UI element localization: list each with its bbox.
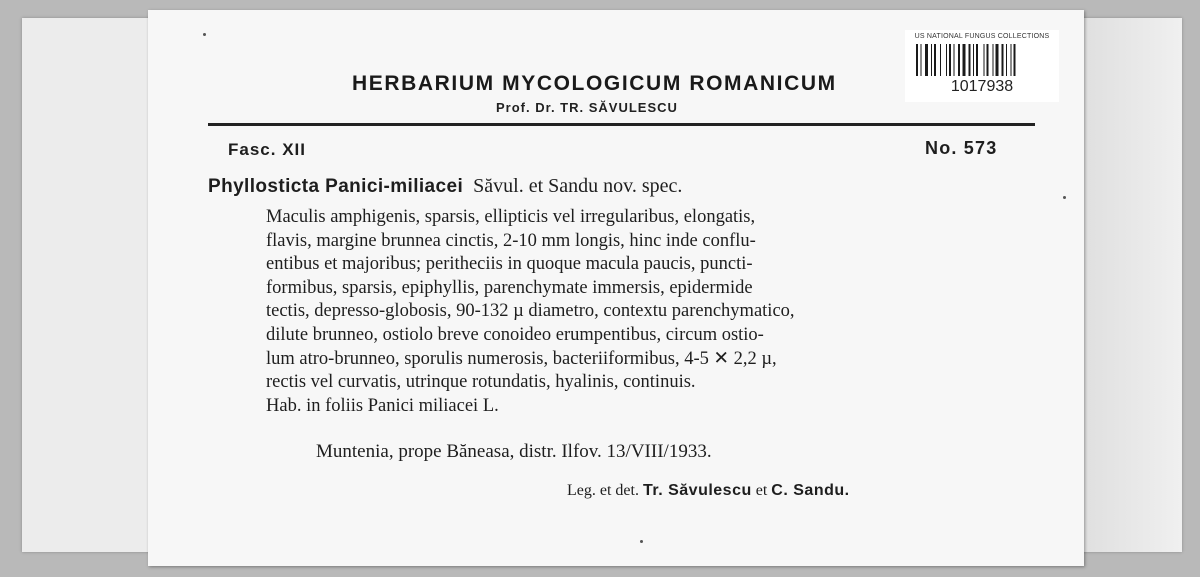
paper-speck xyxy=(1063,196,1066,199)
habitat-line: Hab. in foliis Panici miliacei L. xyxy=(266,395,499,416)
species-authority: Săvul. et Sandu nov. spec. xyxy=(473,175,683,197)
description-line: Maculis amphigenis, sparsis, ellipticis vel irregularibus, elongatis, xyxy=(266,207,756,227)
specimen-number: No. 573 xyxy=(925,138,998,158)
fascicle-number: Fasc. XII xyxy=(228,140,306,159)
collector-line xyxy=(567,482,850,500)
paper-speck xyxy=(203,33,206,36)
description-line: dilute brunneo, ostiolo breve conoideo erumpentibus, circum ostio- xyxy=(266,324,764,345)
description-line: lum atro-brunneo, sporulis numerosis, bacteriiformibus, 4-5 ✕ 2,2 µ, xyxy=(266,348,777,369)
collector-name-1: Tr. Săvulescu xyxy=(642,482,752,499)
label-subtitle: Prof. Dr. TR. SĂVULESCU xyxy=(496,100,678,115)
description-line: rectis vel curvatis, utrinque rotundatis, hyalinis, continuis. xyxy=(266,372,696,393)
collector-joiner: et xyxy=(755,482,768,499)
species-description xyxy=(266,206,1036,418)
barcode-icon xyxy=(916,44,1048,76)
envelope-flap xyxy=(1075,18,1182,552)
description-line: tectis, depresso-globosis, 90-132 µ diametro, contextu parenchymatico, xyxy=(266,301,795,322)
species-line xyxy=(208,175,682,198)
collection-locality: Muntenia, prope Băneasa, distr. Ilfov. 13/VIII/1933. xyxy=(316,441,712,462)
description-line: formibus, sparsis, epiphyllis, parenchymate immersis, epidermide xyxy=(266,277,753,298)
description-line: flavis, margine brunnea cinctis, 2-10 mm longis, hinc inde conflu- xyxy=(266,230,756,251)
collector-prefix: Leg. et det. xyxy=(567,482,639,499)
label-title: HERBARIUM MYCOLOGICUM ROMANICUM xyxy=(352,72,837,95)
paper-speck xyxy=(640,540,643,543)
title-divider xyxy=(208,123,1035,126)
barcode-header: US NATIONAL FUNGUS COLLECTIONS xyxy=(914,33,1050,40)
barcode-sticker xyxy=(905,30,1059,102)
collector-name-2: C. Sandu. xyxy=(771,482,850,499)
barcode-number: 1017938 xyxy=(950,78,1014,95)
description-line: entibus et majoribus; peritheciis in quoque macula paucis, puncti- xyxy=(266,254,753,275)
species-name: Phyllosticta Panici-miliacei xyxy=(208,176,464,197)
